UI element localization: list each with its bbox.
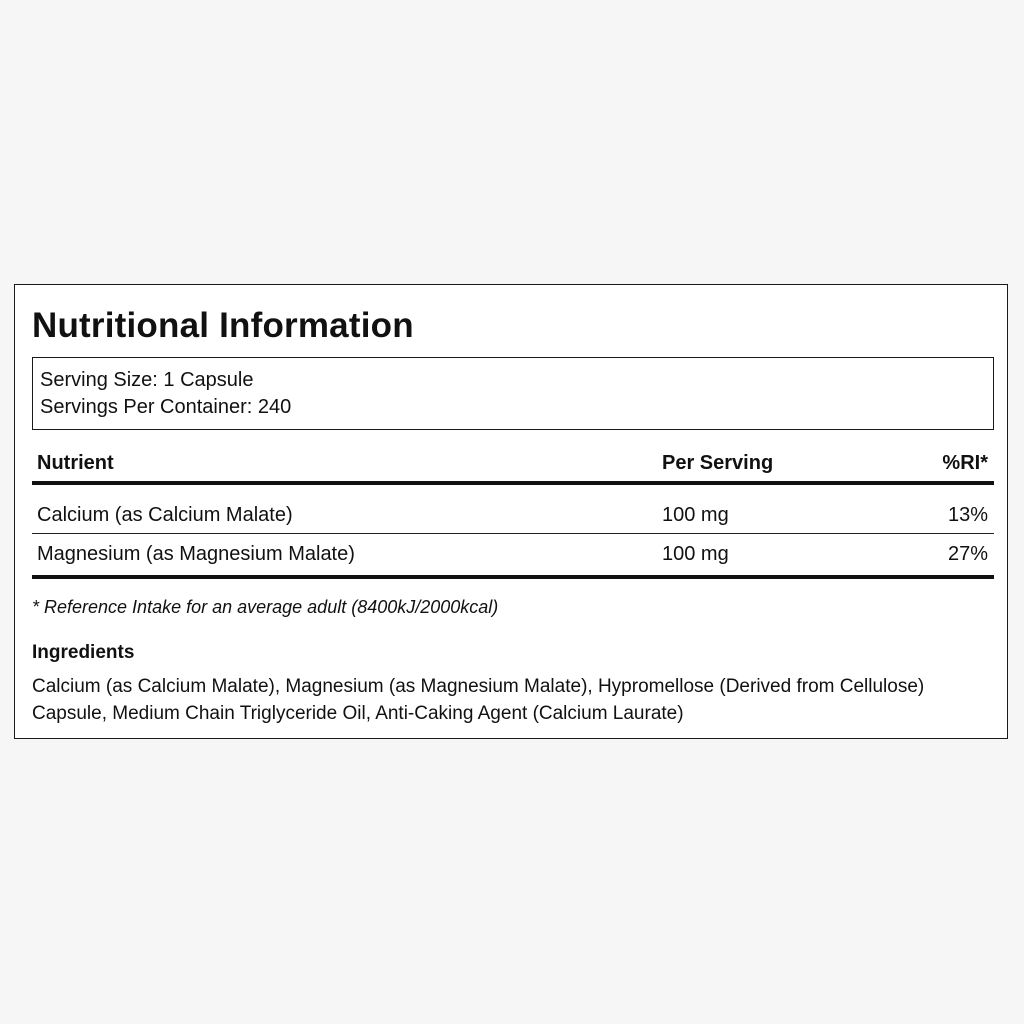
table-row xyxy=(32,534,994,579)
reference-intake-footnote: * Reference Intake for an average adult (8400kJ/2000kcal) xyxy=(32,597,499,617)
header-nutrient: Nutrient xyxy=(37,452,114,474)
table-header-row xyxy=(32,445,994,485)
nutrient-ri: 27% xyxy=(947,543,988,565)
nutrition-label xyxy=(14,284,1008,739)
servings-per-container: Servings Per Container: 240 xyxy=(40,396,292,418)
nutrient-per-serving: 100 mg xyxy=(662,543,729,565)
serving-info-box xyxy=(32,357,994,430)
table-row xyxy=(32,485,994,534)
serving-size: Serving Size: 1 Capsule xyxy=(40,369,254,391)
ingredients-heading: Ingredients xyxy=(32,642,135,663)
header-per-serving: Per Serving xyxy=(662,452,774,474)
nutrient-name: Magnesium (as Magnesium Malate) xyxy=(37,543,355,565)
nutrient-name: Calcium (as Calcium Malate) xyxy=(37,504,293,526)
nutrient-ri: 13% xyxy=(947,504,988,526)
ingredients-text: Calcium (as Calcium Malate), Magnesium (as Magnesium Malate), Hypromellose (Derived from Cellulose) Capsule, Medium Chain Triglyceride Oil, Anti-Caking Agent (Calcium Laurate) xyxy=(32,676,925,724)
header-ri: %RI* xyxy=(942,452,988,474)
nutrient-table xyxy=(32,445,994,579)
nutrient-per-serving: 100 mg xyxy=(662,504,729,526)
label-title: Nutritional Information xyxy=(32,306,414,345)
